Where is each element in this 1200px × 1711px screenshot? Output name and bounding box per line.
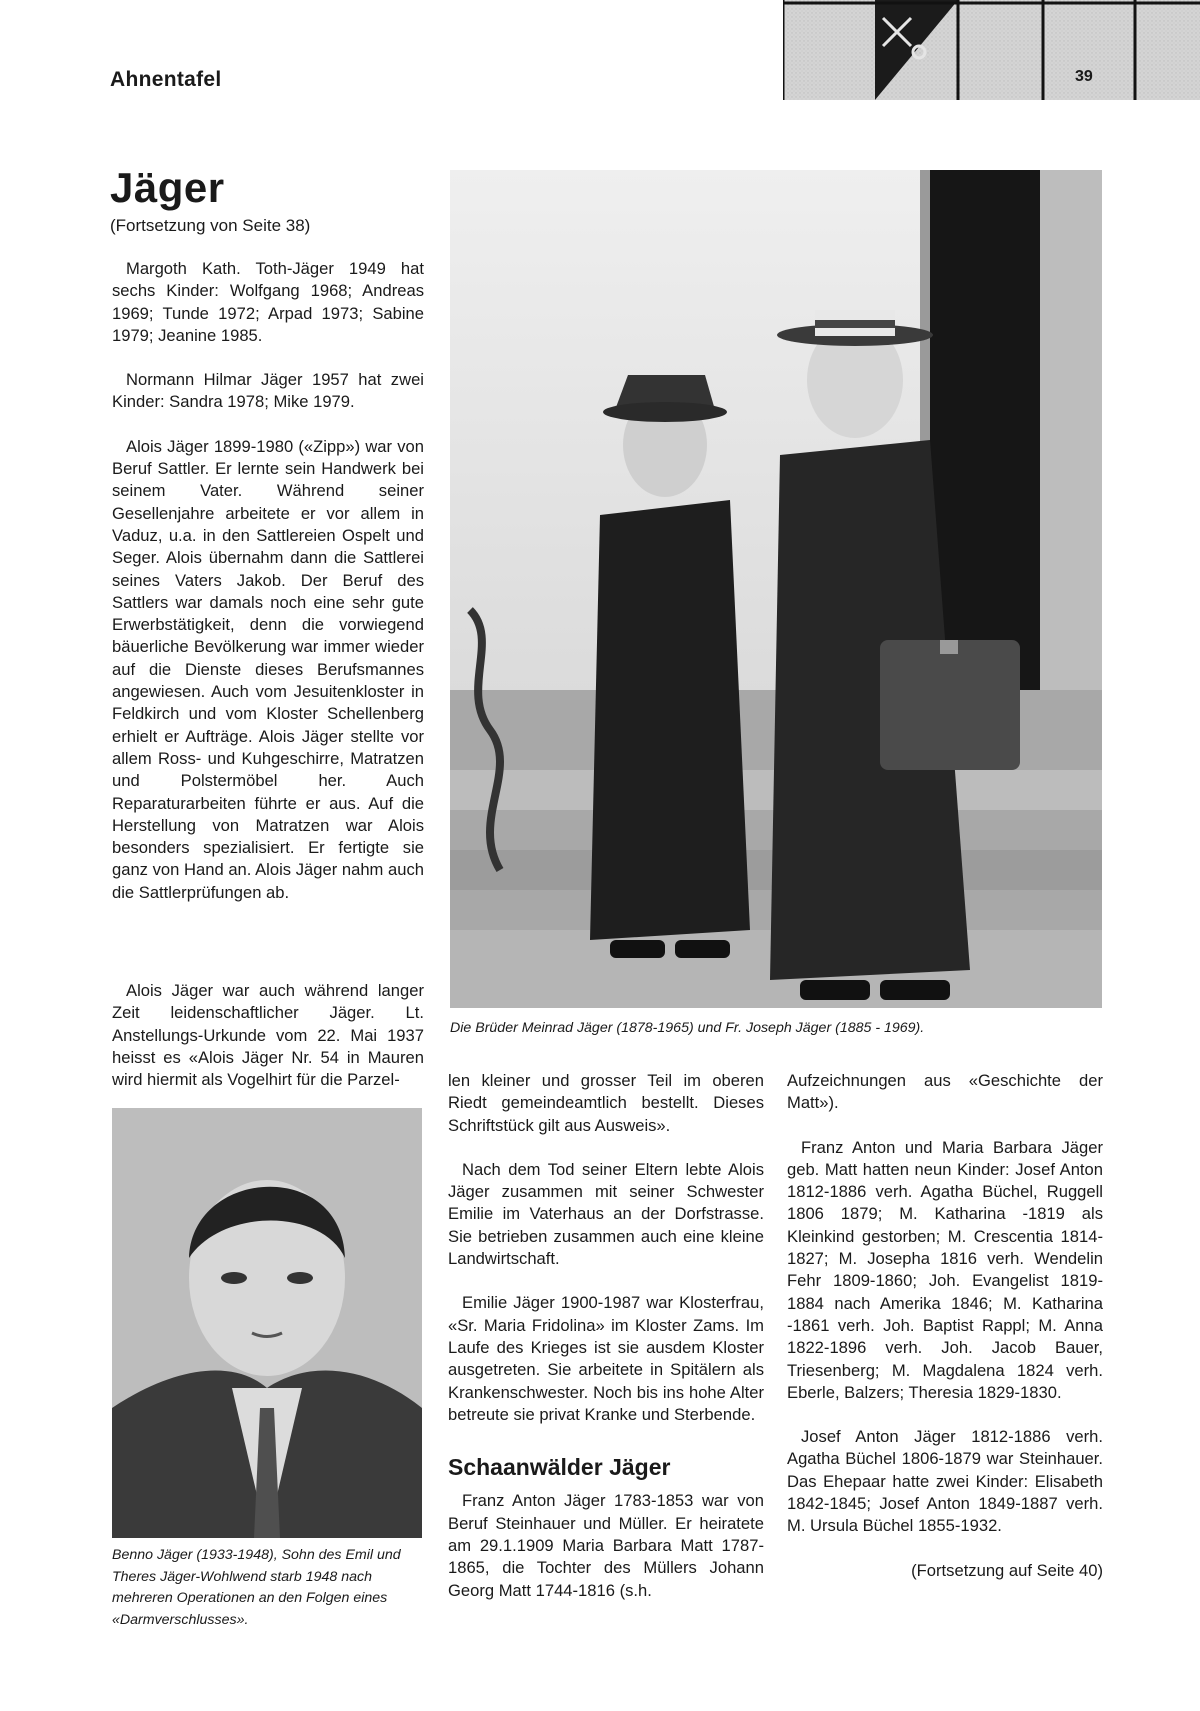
section-title: Ahnentafel — [110, 68, 222, 91]
coat-of-arms-emblem — [783, 0, 1200, 100]
boy-portrait-photo — [112, 1108, 422, 1538]
brothers-photo-caption: Die Brüder Meinrad Jäger (1878-1965) und Fr. Joseph Jäger (1885 - 1969). — [450, 1020, 925, 1036]
paragraph: Franz Anton Jäger 1783-1853 war von Beruf Steinhauer und Müller. Er heiratete am 29.1.1909 Maria Barbara Matt 1787-1865, die Tochter des Müllers Johann Georg Matt 1744-1816 (s.h. — [448, 1491, 764, 1600]
paragraph: Normann Hilmar Jäger 1957 hat zwei Kinder: Sandra 1978; Mike 1979. — [112, 370, 424, 412]
paragraph: Alois Jäger war auch während langer Zeit leidenschaftlicher Jäger. Lt. Anstellungs-Urkunde vom 22. Mai 1937 heisst es «Alois Jäger Nr. 54 in Mauren wird hiermit als Vogelhirt für die Parzel- — [112, 981, 424, 1090]
paragraph: Emilie Jäger 1900-1987 war Klosterfrau, «Sr. Maria Fridolina» im Kloster Zams. Im Laufe des Krieges ist sie ausdem Kloster ausgetreten. Sie arbeitete in Spitälern als Krankenschwester. Noch bis ins hohe Alter betreute sie privat Kranke und Sterbende. — [448, 1293, 764, 1424]
continuation-from-note: (Fortsetzung von Seite 38) — [110, 216, 311, 235]
paragraph: Aufzeichnungen aus «Geschichte der Matt»). — [787, 1071, 1103, 1113]
column-2 — [448, 1070, 764, 1624]
column-1-tail — [112, 980, 424, 1113]
column-1 — [112, 258, 424, 926]
page-number: 39 — [1075, 68, 1093, 85]
paragraph: len kleiner und grosser Teil im oberen Riedt gemeindeamtlich bestellt. Dieses Schriftstück gilt aus Ausweis». — [448, 1071, 764, 1135]
brothers-photo — [450, 170, 1102, 1008]
paragraph: Alois Jäger 1899-1980 («Zipp») war von Beruf Sattler. Er lernte sein Handwerk bei seinem Vater. Während seiner Gesellenjahre arbeitete er vor allem in Vaduz, u.a. in den Sattlereien Ospelt und Seger. Alois übernahm dann die Sattlerei seines Vaters Jakob. Der Beruf des Sattlers war damals noch eine sehr gute Erwerbstätigkeit, denn die vorwiegend bäuerliche Bevölkerung war immer wieder auf die Dienste dieses Berufsmannes angewiesen. Auch vom Jesuitenkloster in Feldkirch und vom Kloster Schellenberg erhielt er Aufträge. Alois Jäger stellte vor allem Ross- und Kuhgeschirre, Matratzen und Polstermöbel her. Auch Reparaturarbeiten führte er aus. Auf die Herstellung von Matratzen war Alois besonders spezialisiert. Er fertigte sie ganz von Hand an. Alois Jäger nahm auch die Sattlerprüfungen ab. — [112, 436, 424, 902]
continuation-to-note: (Fortsetzung auf Seite 40) — [911, 1560, 1103, 1580]
section-heading: Schaanwälder Jäger — [448, 1454, 671, 1481]
paragraph: Franz Anton und Maria Barbara Jäger geb. Matt hatten neun Kinder: Josef Anton 1812-1886 verh. Agatha Büchel, Ruggell 1806 1879; M. Katharina -1819 als Kleinkind gestorben; M. Crescentia 1814-1827; M. Josepha 1816 verh. Wendelin Fehr 1809-1860; Joh. Evangelist 1819-1884 nach Amerika 1846; M. Katharina -1861 verh. Joh. Baptist Rappl; M. Anna 1822-1896 verh. Joh. Jacob Bauer, Triesenberg; M. Magdalena 1824 verh. Eberle, Balzers; Theresia 1829-1830. — [787, 1137, 1103, 1402]
paragraph: Josef Anton Jäger 1812-1886 verh. Agatha Büchel 1806-1879 war Steinhauer. Das Ehepaar hatte zwei Kinder: Elisabeth 1842-1845; Josef Anton 1849-1887 verh. M. Ursula Büchel 1855-1932. — [787, 1427, 1103, 1536]
boy-photo-caption: Benno Jäger (1933-1948), Sohn des Emil und Theres Jäger-Wohlwend starb 1948 nach mehreren Operationen an den Folgen eines «Darmverschlusses». — [112, 1547, 401, 1628]
column-3 — [787, 1070, 1103, 1582]
article-title: Jäger — [110, 164, 225, 211]
paragraph: Margoth Kath. Toth-Jäger 1949 hat sechs Kinder: Wolfgang 1968; Andreas 1969; Tunde 1972; Arpad 1973; Sabine 1979; Jeanine 1985. — [112, 259, 424, 345]
paragraph: Nach dem Tod seiner Eltern lebte Alois Jäger zusammen mit seiner Schwester Emilie im Vaterhaus an der Dorfstrasse. Sie betrieben zusammen auch eine kleine Landwirtschaft. — [448, 1159, 764, 1269]
